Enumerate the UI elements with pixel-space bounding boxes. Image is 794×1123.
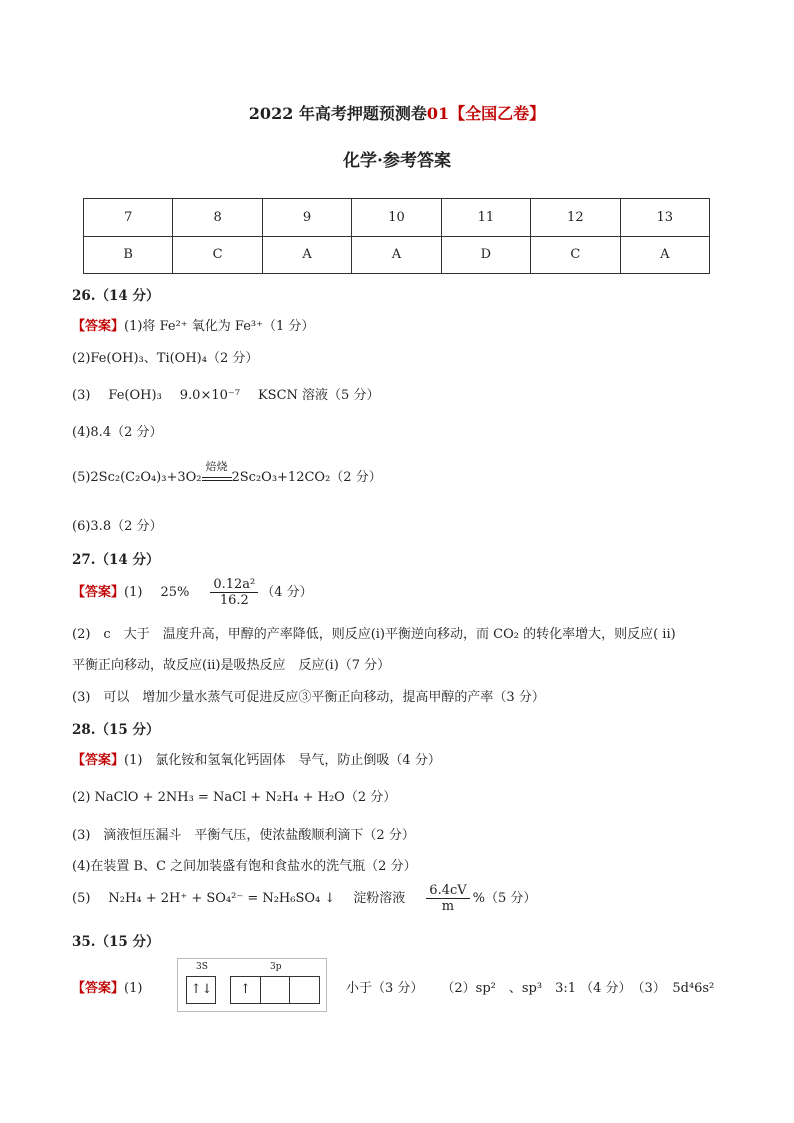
question-number: 12	[531, 199, 620, 237]
q35-line-1-end	[346, 977, 714, 996]
q27-fraction	[210, 577, 258, 608]
answer-tag: 【答案】	[72, 753, 125, 768]
q26-line-2: (2)Fe(OH)₃、Ti(OH)₄（2 分）	[72, 351, 259, 366]
q35-heading: 35.（15 分）	[72, 934, 160, 950]
q28-fraction	[426, 883, 469, 914]
page-title	[0, 101, 794, 124]
q26-3-formula: Fe(OH)₃	[108, 388, 162, 403]
fraction-numerator: 6.4cV	[426, 883, 469, 899]
orbital-3p-empty	[260, 977, 290, 1003]
q27-line-1	[72, 577, 313, 608]
q26-5-reactants: (5)2Sc₂(C₂O₄)₃+3O₂	[72, 470, 202, 485]
q26-3-value: 9.0×10⁻⁷	[179, 388, 240, 403]
q35-1-num: (1)	[124, 981, 143, 996]
orbital-3s-electrons: ↑↓	[190, 982, 213, 997]
title-number: 01	[426, 104, 450, 123]
answer-table	[83, 198, 710, 274]
answer-tag: 【答案】	[72, 319, 125, 334]
fraction-numerator: 0.12a²	[210, 577, 258, 593]
q26-heading: 26.（14 分）	[72, 288, 160, 304]
q27-1-score: （4 分）	[261, 585, 313, 600]
q27-line-3: 平衡正向移动，故反应(ii)是吸热反应 反应(i)（7 分）	[72, 658, 391, 673]
q27-line-2: (2) c 大于 温度升高，甲醇的产率降低，则反应(i)平衡逆向移动，而 CO₂ 的转化率增大，则反应( ii)	[72, 627, 676, 642]
orbital-diagram	[177, 958, 327, 1012]
answer-letter: C	[173, 236, 262, 274]
question-number: 7	[84, 199, 173, 237]
question-number: 9	[262, 199, 351, 237]
answer-letter: C	[531, 236, 620, 274]
q28-5-equation: N₂H₄ + 2H⁺ + SO₄²⁻ = N₂H₆SO₄ ↓	[108, 891, 336, 906]
question-number: 8	[173, 199, 262, 237]
question-number: 11	[441, 199, 530, 237]
q27-1-num: (1)	[124, 585, 143, 600]
orbital-3p-empty	[289, 977, 318, 1003]
q27-heading: 27.（14 分）	[72, 552, 160, 568]
q26-line-6: (6)3.8（2 分）	[72, 519, 163, 534]
answer-table-question-row	[84, 199, 710, 237]
answer-letter: A	[352, 236, 441, 274]
q35-1-answer: 小于（3 分）	[346, 981, 424, 996]
q27-1-value: 25%	[160, 585, 190, 600]
answer-letter: B	[84, 236, 173, 274]
orbital-3p-electrons: ↑	[231, 977, 261, 1003]
q26-line-4: (4)8.4（2 分）	[72, 425, 163, 440]
page-subtitle: 化学·参考答案	[343, 151, 451, 171]
q28-line-2: (2) NaClO + 2NH₃ = NaCl + N₂H₄ + H₂O（2 分）	[72, 790, 397, 805]
q35-2-3-answers: （2）sp² 、sp³ 3:1 （4 分） （3） 5d⁴6s²	[441, 981, 715, 996]
orbital-3p-box	[230, 976, 320, 1004]
answer-letter: A	[620, 236, 709, 274]
title-main: 2022 年高考押题预测卷	[248, 104, 427, 123]
orbital-3s-label: 3S	[196, 962, 208, 972]
question-number: 13	[620, 199, 709, 237]
q26-line-5	[72, 460, 382, 485]
q28-text-1: (1) 氯化铵和氢氧化钙固体 导气，防止倒吸（4 分）	[124, 753, 441, 768]
answer-letter: D	[441, 236, 530, 274]
orbital-3s-box	[186, 976, 216, 1004]
q28-5-num: (5)	[72, 891, 91, 906]
answer-letter: A	[262, 236, 351, 274]
q28-line-3: (3) 滴液恒压漏斗 平衡气压，使浓盐酸顺利滴下（2 分）	[72, 828, 415, 843]
q26-text-1: (1)将 Fe²⁺ 氧化为 Fe³⁺（1 分）	[124, 319, 315, 334]
fraction-denominator: 16.2	[219, 593, 249, 608]
q26-3-reagent: KSCN 溶液（5 分）	[257, 388, 380, 403]
q28-line-5	[72, 883, 536, 914]
answer-tag: 【答案】	[72, 981, 125, 996]
q26-3-num: (3)	[72, 388, 91, 403]
q35-line-1-start	[72, 977, 142, 996]
fraction-denominator: m	[441, 899, 455, 914]
q26-line-3	[72, 384, 379, 403]
question-number: 10	[352, 199, 441, 237]
answer-table-answer-row	[84, 236, 710, 274]
q28-heading: 28.（15 分）	[72, 722, 160, 738]
q26-5-products: 2Sc₂O₃+12CO₂（2 分）	[231, 470, 382, 485]
orbital-3p-label: 3p	[270, 962, 282, 972]
q28-5-indicator: 淀粉溶液	[353, 891, 406, 906]
q28-line-1	[72, 749, 441, 768]
q27-line-4: (3) 可以 增加少量水蒸气可促进反应③平衡正向移动，提高甲醇的产率（3 分）	[72, 690, 545, 705]
q28-5-score: %（5 分）	[472, 891, 537, 906]
title-tag: 【全国乙卷】	[449, 104, 546, 123]
answer-tag: 【答案】	[72, 585, 125, 600]
q28-line-4: (4)在装置 B、C 之间加装盛有饱和食盐水的洗气瓶（2 分）	[72, 859, 417, 874]
q26-line-1	[72, 315, 314, 334]
reaction-condition: 焙烧	[205, 460, 228, 473]
